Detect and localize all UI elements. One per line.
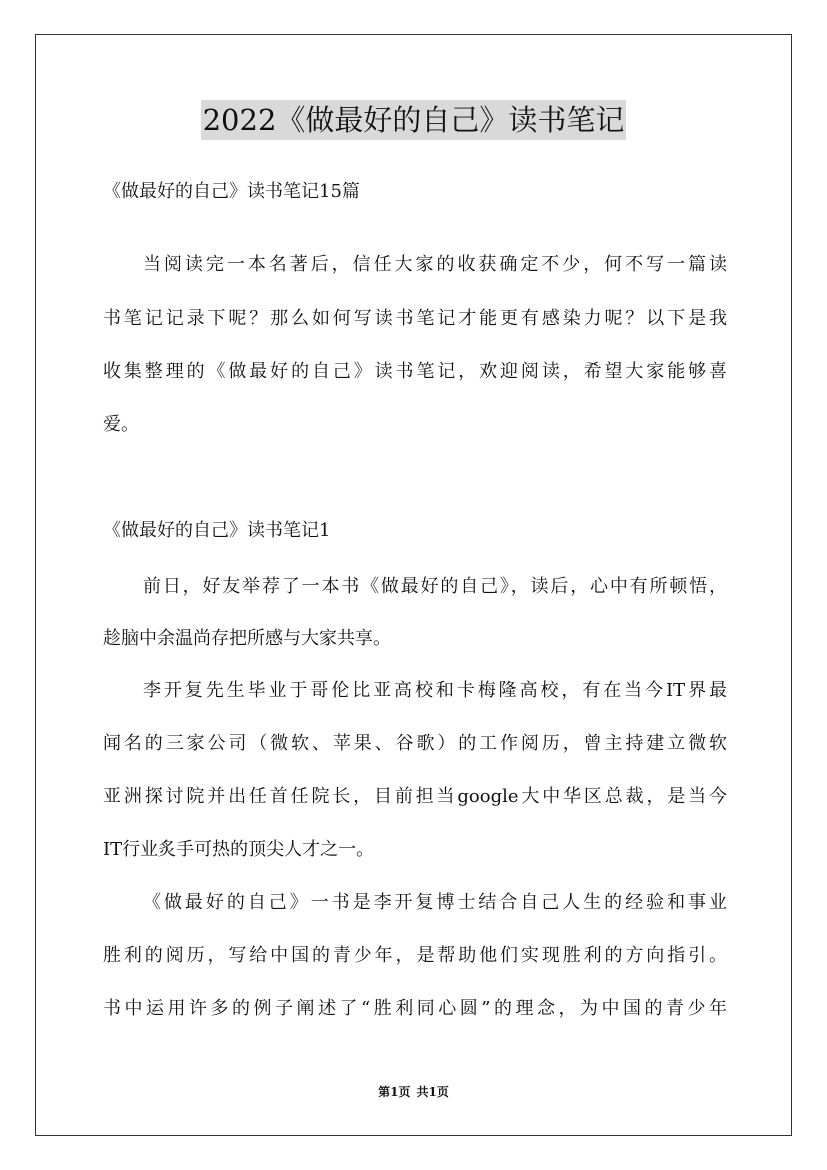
intro-line: 收集整理的《做最好的自己》读书笔记，欢迎阅读，希望大家能够喜 <box>103 361 727 382</box>
paragraph-line: 书中运用许多的例子阐述了“胜利同心圆”的理念，为中国的青少年 <box>103 998 727 1019</box>
page-number: 第1页 <box>378 1085 411 1099</box>
intro-line: 爱。 <box>103 414 139 435</box>
intro-line: 当阅读完一本名著后，信任大家的收获确定不少，何不写一篇读 <box>143 254 727 275</box>
paragraph-line: 亚洲探讨院并出任首任院长，目前担当google大中华区总裁，是当今 <box>103 786 728 807</box>
page-total: 共1页 <box>416 1085 449 1099</box>
paragraph-line: 《做最好的自己》一书是李开复博士结合自己人生的经验和事业 <box>143 892 727 913</box>
title-container <box>0 100 827 140</box>
intro-line: 书笔记记录下呢？那么如何写读书笔记才能更有感染力呢？以下是我 <box>103 308 727 329</box>
paragraph-line: 趁脑中余温尚存把所感与大家共享。 <box>103 628 391 649</box>
paragraph-line: 闻名的三家公司（微软、苹果、谷歌）的工作阅历，曾主持建立微软 <box>103 733 727 754</box>
paragraph-line: 前日，好友举荐了一本书《做最好的自己》，读后，心中有所顿悟， <box>143 576 727 597</box>
document-subtitle: 《做最好的自己》读书笔记15篇 <box>103 181 360 202</box>
document-title: 2022《做最好的自己》读书笔记 <box>201 100 627 140</box>
section-heading: 《做最好的自己》读书笔记1 <box>103 520 331 541</box>
document-body <box>103 174 727 1027</box>
paragraph-line: IT行业炙手可热的顶尖人才之一。 <box>103 839 375 860</box>
page-footer <box>0 1082 827 1102</box>
paragraph-line: 胜利的阅历，写给中国的青少年，是帮助他们实现胜利的方向指引。 <box>103 945 727 966</box>
paragraph-line: 李开复先生毕业于哥伦比亚高校和卡梅隆高校，有在当今IT界最 <box>143 680 727 701</box>
